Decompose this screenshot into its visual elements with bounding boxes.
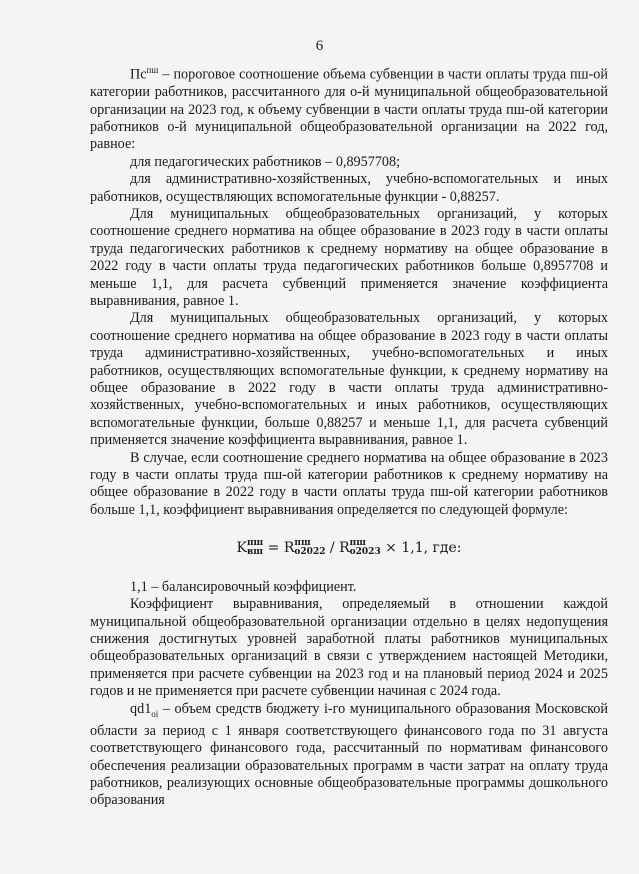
term-ps-superscript: пш xyxy=(146,65,159,75)
formula-r2-sup: пш xyxy=(349,538,366,549)
formula-r1-indices xyxy=(294,539,325,557)
paragraph-coefficient-application: Коэффициент выравнивания, определяемый в отношении каждой муниципальной общеобразовательной организации отдельно в целях недопущения снижения достигнутых уровней заработной платы работников муниципальных общеобразовательных организаций в связи с утверждением настоящей Методики, применяется при расчете субвенции на 2023 год и на плановый период 2024 и 2025 годов и не применяется при расчете субвенции начиная с 2024 года. xyxy=(90,596,608,700)
formula-r1 xyxy=(284,540,326,556)
equalization-formula xyxy=(90,539,608,557)
formula-k-sub: вш xyxy=(246,547,263,558)
formula-r1-sup: пш xyxy=(294,538,311,549)
paragraph-pedagogical-coefficient-rule: Для муниципальных общеобразовательных организаций, у которых соотношение среднего норматива на общее образование в 2023 году в части оплаты труда педагогических работников к среднему нормативу на общее образование в 2022 году в части оплаты труда педагогических работников больше 0,8957708 и меньше 1,1, для расчета субвенций применяется значение коэффициента выравнивания, равное 1. xyxy=(90,205,608,310)
paragraph-admin-coefficient-rule: Для муниципальных общеобразовательных организаций, у которых соотношение среднего норматива на общее образование в 2023 году в части оплаты труда административно-хозяйственных, учебно-вспомогательных и иных работников, осуществляющих вспомогательные функции, к среднему нормативу на общее образование в 2022 году в части оплаты труда административно-хозяйственных, учебно-вспомогательных и иных работников, осуществляющих вспомогательные функции, больше 0,88257 и меньше 1,1, для расчета субвенций применяется значение коэффициента выравнивания, равное 1. xyxy=(90,310,608,449)
formula-k xyxy=(237,540,264,556)
formula-r1-symbol: R xyxy=(283,540,295,557)
paragraph-threshold-definition xyxy=(90,62,608,154)
formula-tail: × 1,1, где: xyxy=(380,540,462,557)
formula-equals: = xyxy=(263,540,284,557)
paragraph-balancing-coefficient: 1,1 – балансировочный коэффициент. xyxy=(130,578,357,595)
threshold-definition-text: – пороговое соотношение объема субвенции в части оплаты труда пш-ой категории работников, рассчитанного для о-й муниципальной общеобразовательной организации на 2023 год, к объему субвенции в части оплаты труда пш-ой категории работников о-й муниципальной общеобразовательной организации на 2022 год, равное: xyxy=(90,66,608,153)
qd1-definition-text: – объем средств бюджету i-го муниципального образования Московской области за период с 1 января соответствующего финансового года по 31 августа соответствующего финансового года, рассчитанный по нормативам финансового обеспечения реализации образовательных программ в части затрат на оплату труда работников, реализующих основные общеобразовательные программы дошкольного образования xyxy=(90,700,608,809)
term-qd1: qd1 xyxy=(130,700,152,717)
term-ps: Пс xyxy=(130,66,147,83)
formula-r2 xyxy=(339,540,381,556)
formula-r2-indices xyxy=(350,539,381,557)
page-number: 6 xyxy=(315,38,324,54)
paragraph-formula-condition: В случае, если соотношение среднего норматива на общее образование в 2023 году в части оплаты труда пш-ой категории работников к среднему нормативу на общее образование в 2022 году в части оплаты труда пш-ой категории работников больше 1,1, коэффициент выравнивания определяется по следующей формуле: xyxy=(90,449,608,518)
formula-k-sup: пш xyxy=(246,538,264,549)
term-qd1-subscript: oi xyxy=(151,708,159,719)
formula-r2-symbol: R xyxy=(339,540,350,557)
formula-r1-sub: o2022 xyxy=(294,547,326,558)
formula-slash: / xyxy=(325,540,340,557)
document-body xyxy=(90,62,608,810)
paragraph-qd1-definition xyxy=(90,701,608,810)
paragraph-pedagogical-threshold: для педагогических работников – 0,8957708; xyxy=(130,153,401,170)
formula-r2-sub: o2023 xyxy=(349,547,381,558)
formula-k-indices xyxy=(247,539,263,557)
paragraph-admin-threshold: для административно-хозяйственных, учебно-вспомогательных и иных работников, осуществляющих вспомогательные функции - 0,88257. xyxy=(90,171,608,205)
formula-k-symbol: K xyxy=(236,540,247,557)
